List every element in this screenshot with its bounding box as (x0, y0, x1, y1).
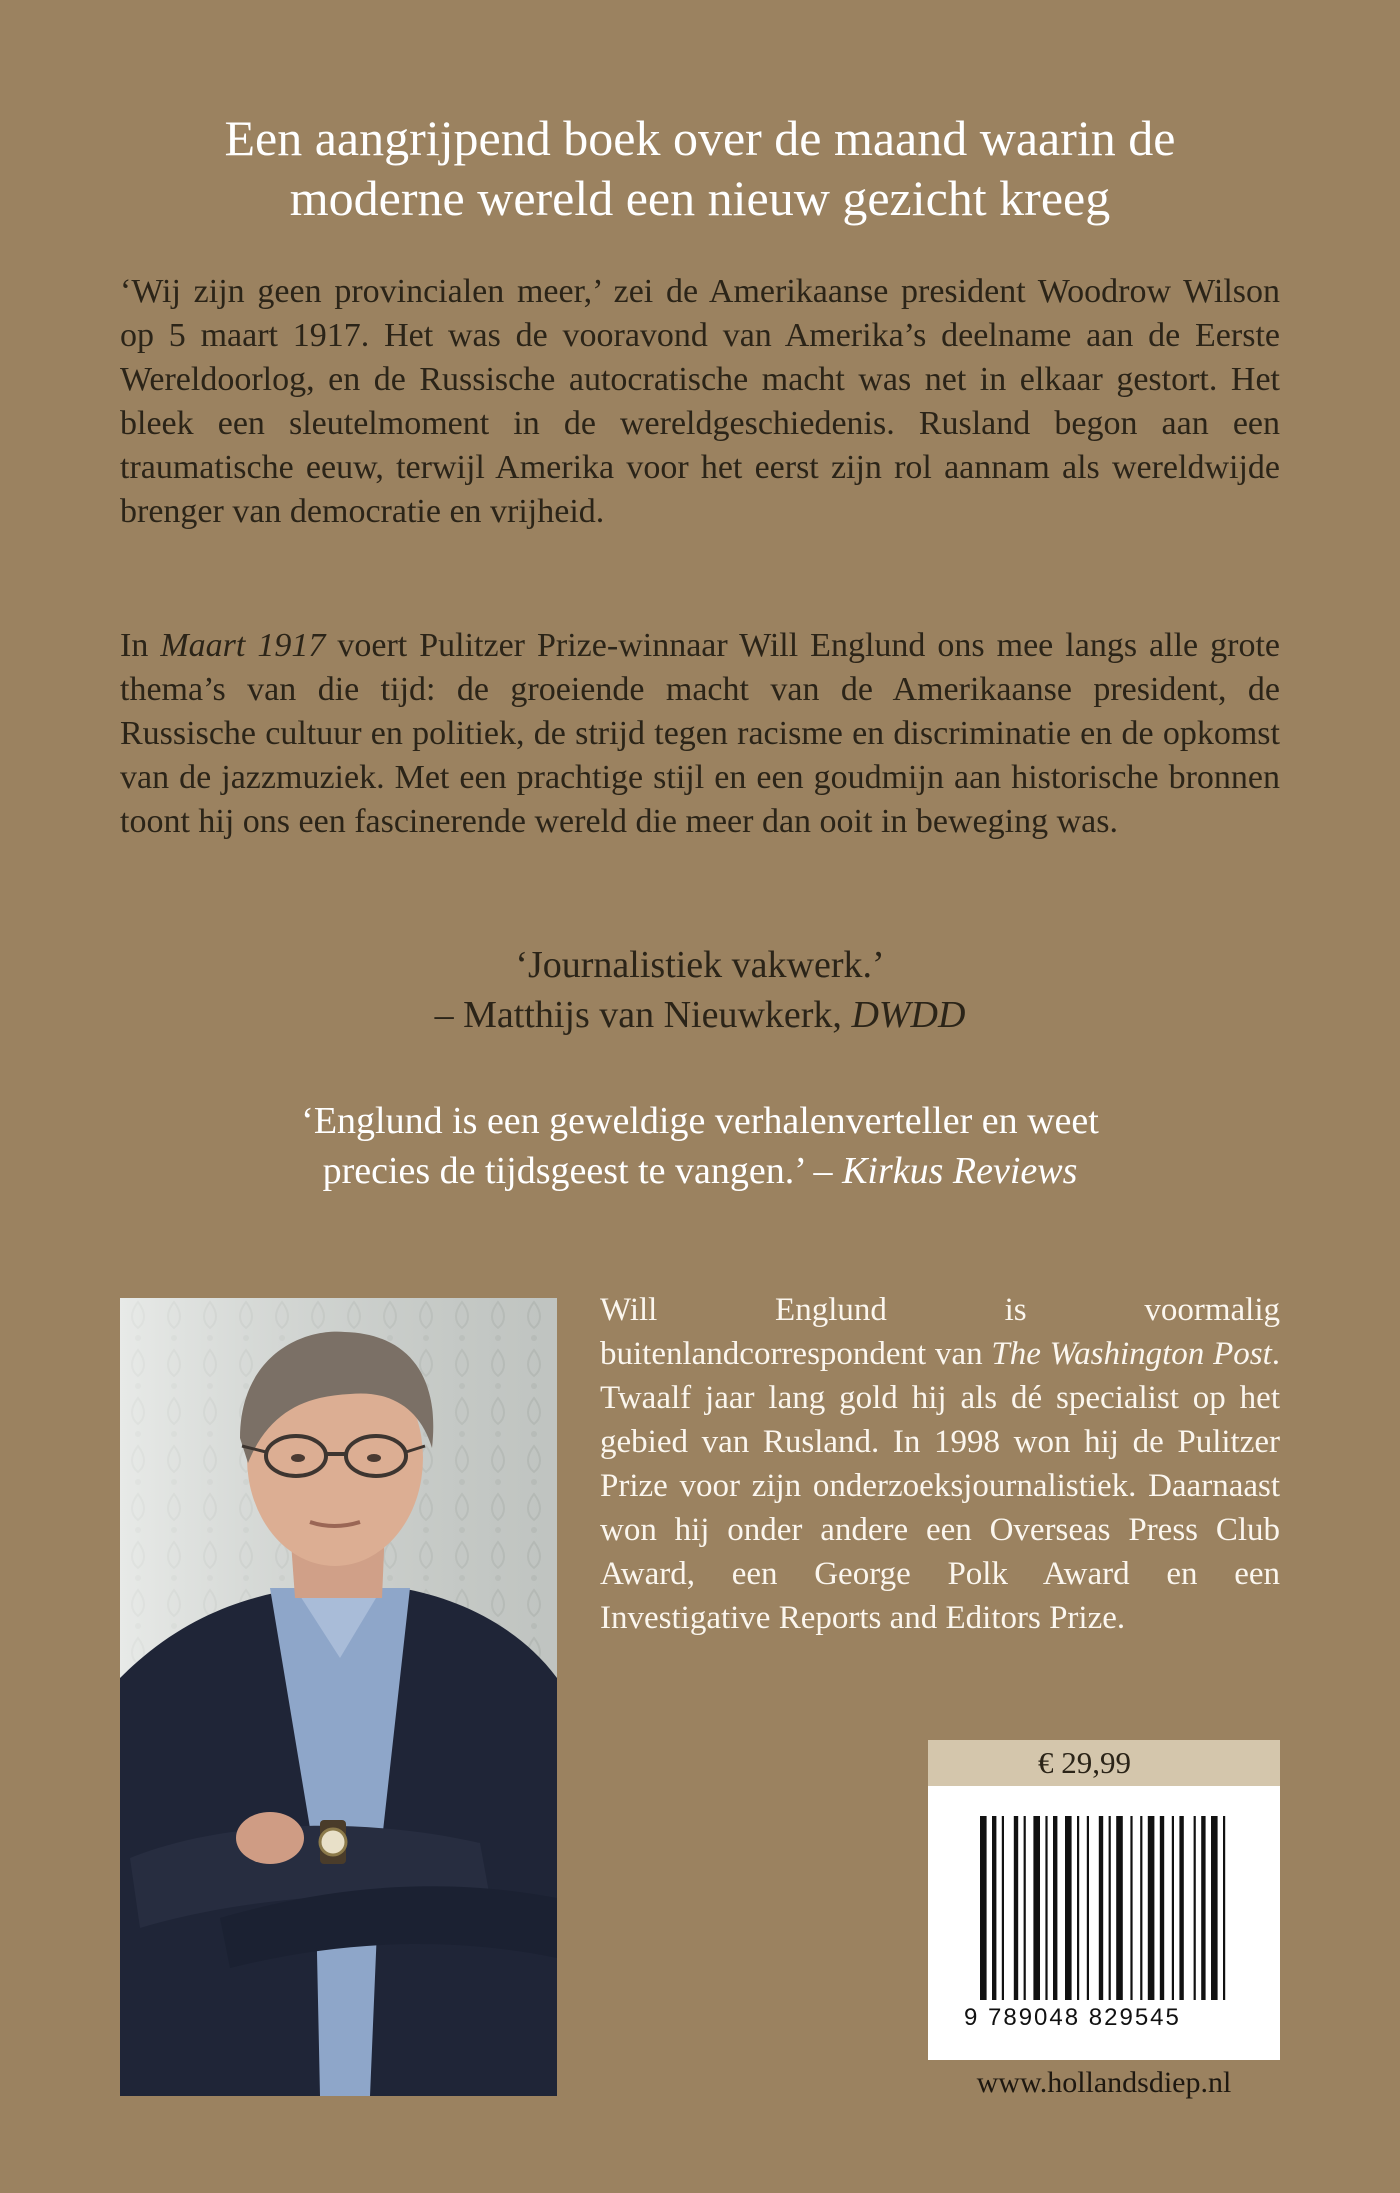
price-label: € 29,99 (928, 1740, 1280, 1786)
author-bio (600, 1288, 1280, 1640)
quote-1-source: DWDD (851, 994, 966, 1036)
book-title: Maart 1917 (160, 627, 326, 664)
quote-2-line-2 (100, 1146, 1300, 1196)
quote-1-text: ‘Journalistiek vakwerk.’ (515, 944, 885, 986)
review-quote-1 (100, 940, 1300, 1040)
headline-line-1: Een aangrijpend boek over de maand waarin de (224, 110, 1176, 166)
quote-1-author: – Matthijs van Nieuwkerk, (434, 994, 852, 1036)
quote-2-text-end: precies de tijdsgeest te vangen.’ – (322, 1150, 843, 1192)
paragraph-2-body: voert Pulitzer Prize-winnaar Will Englund ons mee langs alle grote thema’s van die tijd: de groeiende macht van de Amerikaanse president, de Russische cultuur en politiek, de strijd tegen racisme en discriminatie en de opkomst van de jazzmuziek. Met een prachtige stijl en een goudmijn aan historische bronnen toont hij ons een fascinerende wereld die meer dan ooit in beweging was. (120, 627, 1281, 840)
blurb-paragraph-1: ‘Wij zijn geen provincialen meer,’ zei de Amerikaanse president Woodrow Wilson op 5 maart 1917. Het was de vooravond van Amerika’s deelname aan de Eerste Wereldoorlog, en de Russische autocratische macht was net in elkaar gestort. Het bleek een sleutelmoment in de wereldgeschiedenis. Rusland begon aan een traumatische eeuw, terwijl Amerika voor het eerst zijn rol aannam als wereldwijde brenger van democratie en vrijheid. (120, 273, 1280, 530)
author-photo (120, 1298, 557, 2096)
headline-line-2: moderne wereld een nieuw gezicht kreeg (289, 170, 1111, 226)
publisher-website: www.hollandsdiep.nl (976, 2066, 1232, 2099)
quote-2-line-1: ‘Englund is een geweldige verhalenverteller en weet (301, 1100, 1099, 1142)
bio-publication: The Washington Post (991, 1336, 1272, 1372)
quote-2-source: Kirkus Reviews (842, 1150, 1078, 1192)
review-quote-2 (100, 1096, 1300, 1196)
quote-1-attribution (100, 990, 1300, 1040)
bio-body: . Twaalf jaar lang gold hij als dé specialist op het gebied van Rusland. In 1998 won hij de Pulitzer Prize voor zijn onderzoeksjournalistiek. Daarnaast won hij onder andere een Overseas Press Club Award, een George Polk Award en een Investigative Reports and Editors Prize. (600, 1336, 1280, 1636)
isbn-number: 9 789048 829545 (964, 2004, 1181, 2031)
blurb-paragraph-2 (120, 624, 1280, 844)
barcode-panel (928, 1786, 1280, 2060)
headline (100, 108, 1300, 228)
bio-intro: Will Englund is voormalig buitenlandcorrespondent van (600, 1292, 1280, 1372)
paragraph-2-intro: In (120, 627, 161, 664)
barcode-icon (980, 1816, 1228, 2000)
